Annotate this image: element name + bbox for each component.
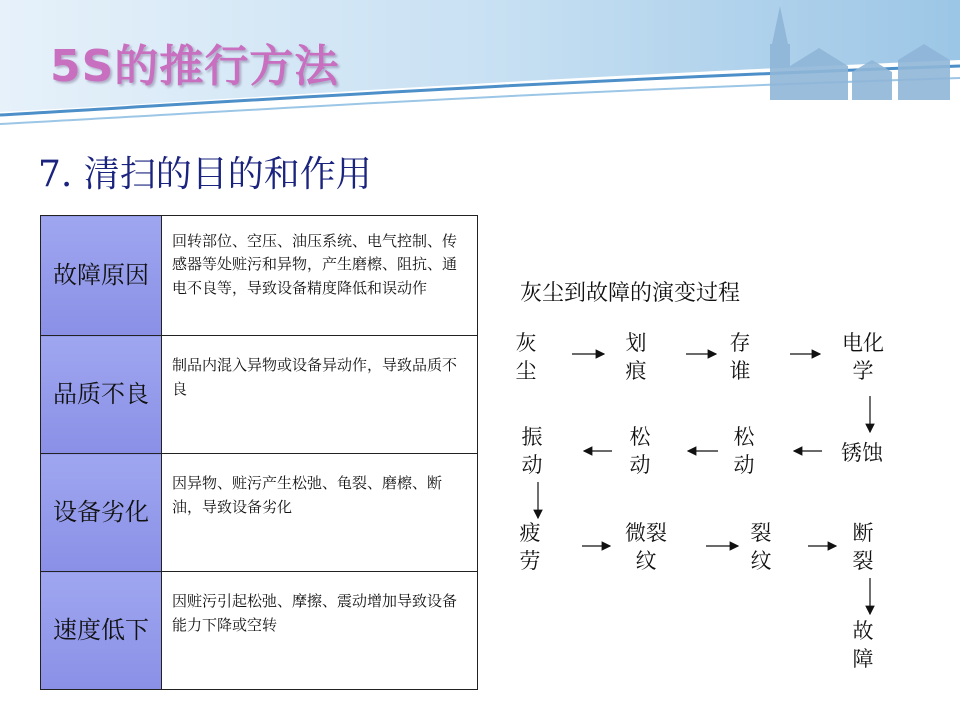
flow-node-loosening-right: 松 动 [733,425,755,477]
cleaning-effects-table [40,215,478,690]
flow-node-dust: 灰 尘 [515,331,537,383]
row-label: 品质不良 [41,336,162,454]
row-description: 回转部位、空压、油压系统、电气控制、传感器等处赃污和异物，产生磨檫、阻抗、通电不良等，导致设备精度降低和误动作 [162,216,478,336]
flow-node-vibration: 振 动 [521,425,543,477]
church-silhouette-icon [740,0,960,110]
flow-node-electrochemical: 电化 学 [842,331,884,383]
flow-node-failure: 故 障 [852,619,874,671]
row-label: 设备劣化 [41,454,162,572]
flow-node-scratch: 划 痕 [625,331,647,383]
table-row [41,336,478,454]
table-row [41,216,478,336]
flow-node-retention: 存 谁 [729,331,751,383]
flow-node-microcrack: 微裂 纹 [625,521,667,573]
row-description: 制品内混入异物或设备异动作，导致品质不良 [162,336,478,454]
section-subtitle: 7. 清扫的目的和作用 [38,154,372,195]
row-label: 速度低下 [41,572,162,690]
slide-title: 5S的推行方法 [50,41,340,92]
flow-title: 灰尘到故障的演变过程 [520,281,741,306]
row-description: 因异物、赃污产生松弛、龟裂、磨檫、断油，导致设备劣化 [162,454,478,572]
row-label: 故障原因 [41,216,162,336]
flow-node-crack: 裂 纹 [750,521,772,573]
flow-node-fracture: 断 裂 [852,521,874,573]
flow-node-corrosion: 锈蚀 [841,441,883,465]
table-row [41,454,478,572]
flow-node-fatigue: 疲 劳 [519,521,541,573]
table-row [41,572,478,690]
row-description: 因赃污引起松弛、摩擦、震动增加导致设备能力下降或空转 [162,572,478,690]
flow-node-loosening-left: 松 动 [629,425,651,477]
